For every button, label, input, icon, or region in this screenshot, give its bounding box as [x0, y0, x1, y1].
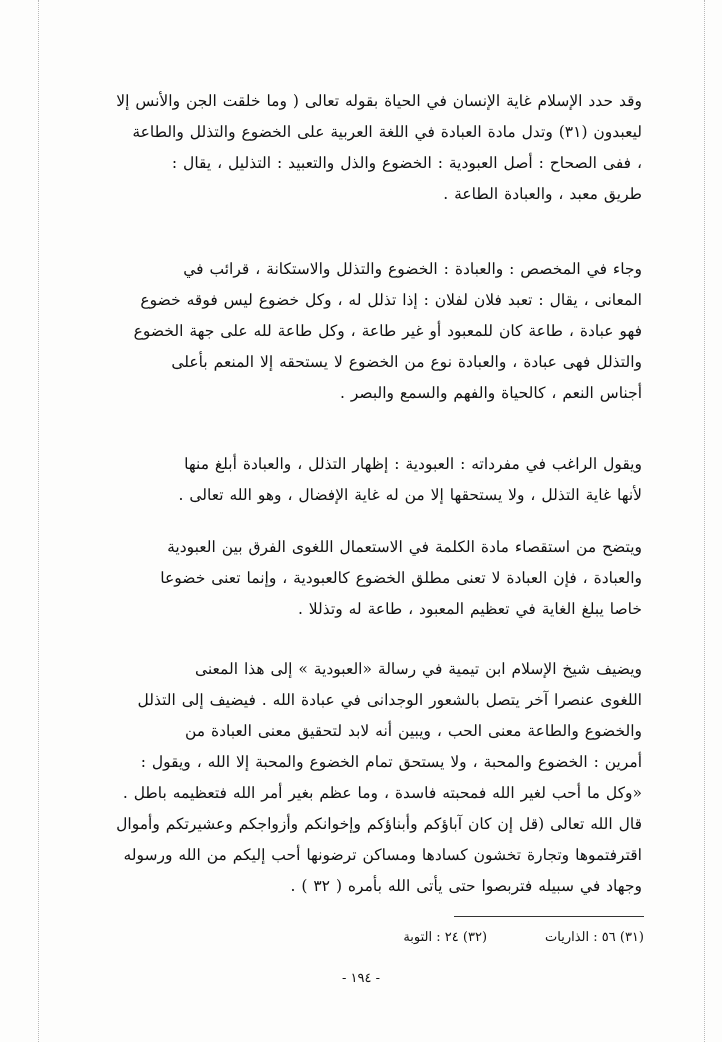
- text-line: أمرين : الخضوع والمحبة ، ولا يستحق تمام الخضوع والمحبة إلا الله ، ويقول :: [140, 753, 642, 771]
- text-line: والتذلل فهى عبادة ، والعبادة نوع من الخضوع لا يستحقه إلا المنعم بأعلى: [171, 353, 642, 371]
- text-line: طريق معبد ، والعبادة الطاعة .: [443, 185, 642, 203]
- scan-edge-right: [704, 0, 706, 1042]
- text-line: اقترفتموها وتجارة تخشون كسادها ومساكن ترضونها أحب إليكم من الله ورسوله: [123, 846, 642, 864]
- text-line: وقد حدد الإسلام غاية الإنسان في الحياة بقوله تعالى ( وما خلقت الجن والأنس إلا: [116, 92, 642, 110]
- text-line: لأنها غاية التذلل ، ولا يستحقها إلا من له غاية الإفضال ، وهو الله تعالى .: [178, 486, 642, 504]
- text-line: ويضيف شيخ الإسلام ابن تيمية في رسالة «العبودية » إلى هذا المعنى: [194, 660, 642, 678]
- scan-edge-left: [38, 0, 40, 1042]
- footnotes: [403, 930, 644, 945]
- paragraph-3: [76, 449, 642, 511]
- paragraph-2: [76, 254, 642, 409]
- footnote-divider: [454, 916, 644, 917]
- text-line: «وكل ما أحب لغير الله فمحبته فاسدة ، وما عظم بغير أمر الله فتعظيمه باطل .: [122, 784, 642, 802]
- text-line: والعبادة ، فإن العبادة لا تعنى مطلق الخضوع كالعبودية ، وإنما تعنى خضوعا: [160, 569, 642, 587]
- text-line: خاصا يبلغ الغاية في تعظيم المعبود ، طاعة له وتذللا .: [297, 600, 642, 618]
- footnote-31: (٣١) ٥٦ : الذاريات: [545, 930, 644, 945]
- text-line: اللغوى عنصرا آخر يتصل بالشعور الوجدانى في عبادة الله . فيضيف إلى التذلل: [137, 691, 642, 709]
- text-line: أجناس النعم ، كالحياة والفهم والسمع والبصر .: [339, 384, 642, 402]
- footnote-32: (٣٢) ٢٤ : التوبة: [403, 930, 488, 945]
- text-line: ، ففى الصحاح : أصل العبودية : الخضوع والذل والتعبيد : التذليل ، يقال :: [171, 154, 642, 172]
- text-line: وجهاد في سبيله فتربصوا حتى يأتى الله بأمره ( ٣٢ ) .: [290, 877, 642, 895]
- text-line: وجاء في المخصص : والعبادة : الخضوع والتذلل والاستكانة ، قرائب في: [183, 260, 642, 278]
- text-line: المعانى ، يقال : تعبد فلان لفلان : إذا تذلل له ، وكل خضوع ليس فوقه خضوع: [140, 291, 642, 309]
- text-line: ويقول الراغب في مفرداته : العبودية : إظهار التذلل ، والعبادة أبلغ منها: [184, 455, 642, 473]
- text-line: والخضوع والطاعة معنى الحب ، ويبين أنه لابد لتحقيق معنى العبادة من: [185, 722, 642, 740]
- text-line: قال الله تعالى (قل إن كان آباؤكم وأبناؤكم وإخوانكم وأزواجكم وعشيرتكم وأموال: [116, 815, 642, 833]
- paragraph-4: [76, 532, 642, 625]
- page-number: - ١٩٤ -: [341, 971, 380, 986]
- paragraph-1: [76, 86, 642, 210]
- text-line: فهو عبادة ، طاعة كان للمعبود أو غير طاعة ، وكل طاعة لله على جهة الخضوع: [133, 322, 642, 340]
- text-line: ليعبدون (٣١) وتدل مادة العبادة في اللغة العربية على الخضوع والتذلل والطاعة: [132, 123, 642, 141]
- text-line: ويتضح من استقصاء مادة الكلمة في الاستعمال اللغوى الفرق بين العبودية: [167, 538, 642, 556]
- paragraph-5: [76, 654, 642, 902]
